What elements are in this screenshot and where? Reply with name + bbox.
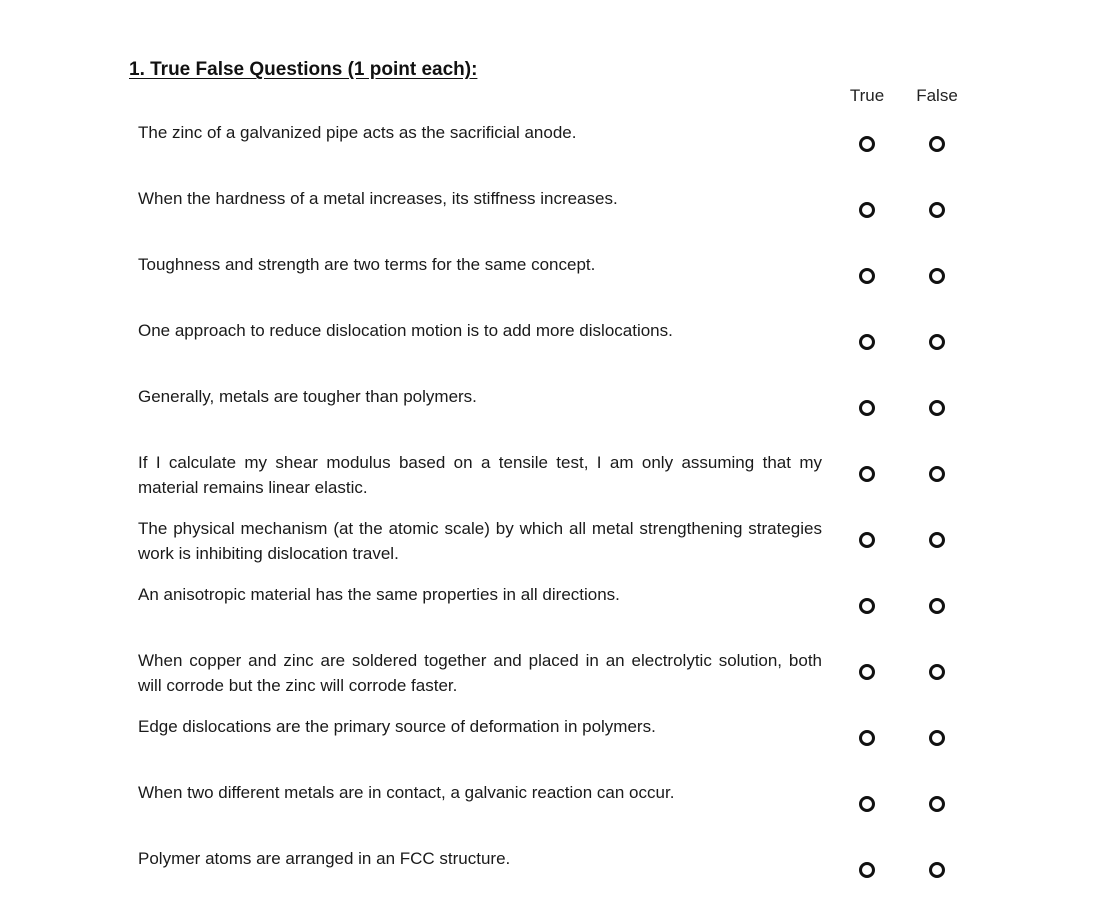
false-radio-button[interactable]	[929, 532, 945, 548]
false-column-header: False	[916, 86, 958, 105]
question-row	[0, 450, 1099, 516]
false-radio-button[interactable]	[929, 400, 945, 416]
question-text: One approach to reduce dislocation motion is to add more dislocations.	[138, 321, 673, 340]
true-radio-button[interactable]	[859, 136, 875, 152]
false-radio-button[interactable]	[929, 862, 945, 878]
true-radio-button[interactable]	[859, 862, 875, 878]
question-row	[0, 318, 1099, 384]
question-row	[0, 252, 1099, 318]
true-radio-button[interactable]	[859, 598, 875, 614]
question-text: Generally, metals are tougher than polymers.	[138, 387, 477, 406]
true-radio-button[interactable]	[859, 730, 875, 746]
true-radio-button[interactable]	[859, 466, 875, 482]
false-radio-button[interactable]	[929, 466, 945, 482]
question-text: If I calculate my shear modulus based on a tensile test, I am only assuming that my material remains linear elastic.	[138, 453, 822, 497]
question-row	[0, 516, 1099, 582]
true-radio-button[interactable]	[859, 532, 875, 548]
true-radio-button[interactable]	[859, 202, 875, 218]
true-radio-button[interactable]	[859, 268, 875, 284]
false-radio-button[interactable]	[929, 136, 945, 152]
question-text: When two different metals are in contact, a galvanic reaction can occur.	[138, 783, 675, 802]
false-radio-button[interactable]	[929, 796, 945, 812]
question-row	[0, 120, 1099, 186]
question-text: Polymer atoms are arranged in an FCC structure.	[138, 849, 511, 868]
false-radio-button[interactable]	[929, 268, 945, 284]
question-row	[0, 582, 1099, 648]
question-text: When copper and zinc are soldered together and placed in an electrolytic solution, both will corrode but the zinc will corrode faster.	[138, 651, 822, 695]
true-column-header: True	[849, 86, 885, 105]
question-row	[0, 186, 1099, 252]
false-radio-button[interactable]	[929, 202, 945, 218]
question-text: The zinc of a galvanized pipe acts as the sacrificial anode.	[138, 123, 577, 142]
true-radio-button[interactable]	[859, 334, 875, 350]
false-radio-button[interactable]	[929, 334, 945, 350]
question-text: Toughness and strength are two terms for the same concept.	[138, 255, 596, 274]
question-row	[0, 780, 1099, 846]
section-title: 1. True False Questions (1 point each):	[129, 59, 478, 80]
true-radio-button[interactable]	[859, 664, 875, 680]
false-radio-button[interactable]	[929, 664, 945, 680]
question-row	[0, 384, 1099, 450]
false-radio-button[interactable]	[929, 730, 945, 746]
true-radio-button[interactable]	[859, 796, 875, 812]
true-radio-button[interactable]	[859, 400, 875, 416]
false-radio-button[interactable]	[929, 598, 945, 614]
question-text: When the hardness of a metal increases, its stiffness increases.	[138, 189, 618, 208]
question-row	[0, 714, 1099, 780]
question-text: An anisotropic material has the same properties in all directions.	[138, 585, 620, 604]
question-text: Edge dislocations are the primary source of deformation in polymers.	[138, 717, 656, 736]
question-text: The physical mechanism (at the atomic scale) by which all metal strengthening strategies work is inhibiting dislocation travel.	[138, 519, 822, 563]
question-row	[0, 846, 1099, 912]
question-row	[0, 648, 1099, 714]
